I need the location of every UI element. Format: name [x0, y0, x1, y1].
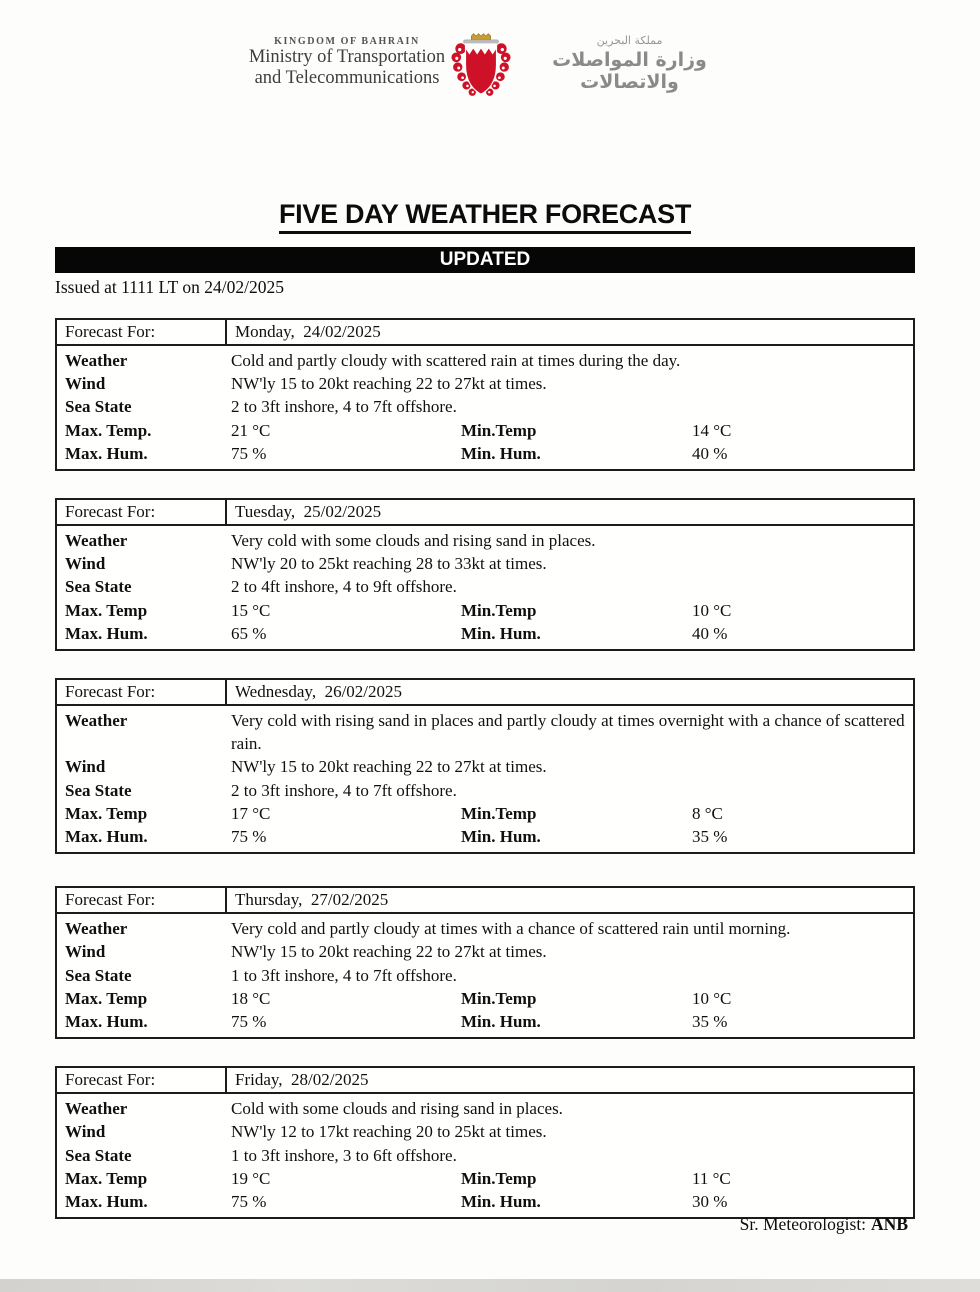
- max-hum-value: 75 %: [231, 1192, 267, 1212]
- wind-row: [57, 1120, 913, 1143]
- min-hum-label: Min. Hum.: [461, 1012, 541, 1032]
- updated-banner: UPDATED: [55, 247, 915, 273]
- wind-value: NW'ly 12 to 17kt reaching 20 to 25kt at times.: [231, 1122, 547, 1142]
- max-hum-value: 75 %: [231, 443, 267, 463]
- humidity-row: [57, 1190, 913, 1213]
- forecast-date: Wednesday, 26/02/2025: [225, 680, 913, 704]
- max-temp-label: Max. Temp: [65, 600, 148, 620]
- wind-value: NW'ly 15 to 20kt reaching 22 to 27kt at times.: [231, 757, 547, 777]
- min-temp-value: 11 °C: [692, 1168, 731, 1188]
- page-title: FIVE DAY WEATHER FORECAST: [279, 199, 691, 234]
- weather-row: [57, 917, 913, 940]
- sea-state-value: 2 to 4ft inshore, 4 to 9ft offshore.: [231, 577, 457, 597]
- weather-value: Very cold and partly cloudy at times with a chance of scattered rain until morning.: [231, 919, 791, 939]
- ministry-name-arabic: [532, 34, 727, 93]
- wind-value: NW'ly 15 to 20kt reaching 22 to 27kt at times.: [231, 942, 547, 962]
- forecast-date: Thursday, 27/02/2025: [225, 888, 913, 912]
- min-temp-label: Min.Temp: [461, 600, 537, 620]
- max-hum-value: 75 %: [231, 1012, 267, 1032]
- humidity-row: [57, 825, 913, 848]
- meteorologist-signature: [740, 1214, 908, 1235]
- wind-value: NW'ly 20 to 25kt reaching 28 to 33kt at times.: [231, 554, 547, 574]
- min-hum-value: 35 %: [692, 827, 728, 847]
- max-hum-label: Max. Hum.: [65, 827, 148, 847]
- sea-state-label: Sea State: [65, 780, 132, 800]
- max-temp-label: Max. Temp: [65, 988, 148, 1008]
- forecast-for-label: Forecast For:: [65, 890, 156, 910]
- sea-state-label: Sea State: [65, 577, 132, 597]
- wind-label: Wind: [65, 374, 106, 394]
- forecast-date: Friday, 28/02/2025: [225, 1068, 913, 1092]
- min-temp-label: Min.Temp: [461, 988, 537, 1008]
- ministry-name-english: [232, 36, 462, 89]
- sea-state-row: [57, 395, 913, 418]
- weather-row: [57, 709, 913, 755]
- max-hum-label: Max. Hum.: [65, 1012, 148, 1032]
- weather-label: Weather: [65, 919, 128, 939]
- weather-value: Cold with some clouds and rising sand in places.: [231, 1099, 563, 1119]
- kingdom-of-bahrain-label: KINGDOM OF BAHRAIN: [274, 36, 420, 47]
- min-hum-value: 35 %: [692, 1012, 728, 1032]
- min-temp-label: Min.Temp: [461, 803, 537, 823]
- sea-state-value: 2 to 3ft inshore, 4 to 7ft offshore.: [231, 397, 457, 417]
- weather-row: [57, 349, 913, 372]
- temperature-row: [57, 802, 913, 825]
- sea-state-row: [57, 1144, 913, 1167]
- weather-label: Weather: [65, 351, 128, 370]
- weather-row: [57, 1097, 913, 1120]
- bahrain-coat-of-arms-icon: [450, 30, 512, 111]
- temperature-row: [57, 987, 913, 1010]
- max-temp-label: Max. Temp.: [65, 420, 152, 440]
- forecast-for-label: Forecast For:: [65, 1070, 156, 1090]
- letterhead: [0, 24, 980, 124]
- sea-state-row: [57, 575, 913, 598]
- issued-timestamp: Issued at 1111 LT on 24/02/2025: [55, 277, 284, 297]
- min-temp-value: 10 °C: [692, 988, 732, 1008]
- forecast-date: Tuesday, 25/02/2025: [225, 500, 913, 524]
- sea-state-row: [57, 964, 913, 987]
- table-header-row: [57, 680, 913, 706]
- ministry-name-line1: Ministry of Transportation: [248, 47, 446, 67]
- meteorologist-label: Sr. Meteorologist:: [739, 1214, 867, 1234]
- max-hum-label: Max. Hum.: [65, 443, 148, 463]
- forecast-date: Monday, 24/02/2025: [225, 320, 913, 344]
- weather-label: Weather: [65, 531, 128, 551]
- sea-state-value: 2 to 3ft inshore, 4 to 7ft offshore.: [231, 780, 457, 800]
- wind-value: NW'ly 15 to 20kt reaching 22 to 27kt at times.: [231, 374, 547, 394]
- min-hum-label: Min. Hum.: [461, 443, 541, 463]
- ministry-arabic-calligraphy: وزارة المواصلات والاتصالات: [552, 49, 707, 93]
- forecast-table-monday: [55, 318, 915, 471]
- min-hum-value: 40 %: [692, 443, 728, 463]
- document-body: [55, 199, 915, 1219]
- max-temp-value: 15 °C: [231, 600, 271, 620]
- wind-label: Wind: [65, 554, 106, 574]
- humidity-row: [57, 622, 913, 645]
- table-header-row: [57, 500, 913, 526]
- wind-label: Wind: [65, 757, 106, 777]
- forecast-table-wednesday: [55, 678, 915, 854]
- max-temp-label: Max. Temp: [65, 1168, 148, 1188]
- max-hum-label: Max. Hum.: [65, 623, 148, 643]
- forecast-table-thursday: [55, 886, 915, 1039]
- forecast-for-label: Forecast For:: [65, 322, 156, 341]
- meteorologist-initials: ANB: [871, 1214, 908, 1234]
- min-hum-label: Min. Hum.: [461, 1192, 541, 1212]
- max-hum-value: 65 %: [231, 623, 267, 643]
- forecast-table-tuesday: [55, 498, 915, 651]
- table-header-row: [57, 888, 913, 914]
- max-hum-label: Max. Hum.: [65, 1192, 148, 1212]
- weather-label: Weather: [65, 711, 128, 731]
- table-header-row: [57, 1068, 913, 1094]
- min-temp-label: Min.Temp: [461, 420, 537, 440]
- weather-label: Weather: [65, 1099, 128, 1119]
- sea-state-row: [57, 779, 913, 802]
- wind-row: [57, 940, 913, 963]
- sea-state-value: 1 to 3ft inshore, 3 to 6ft offshore.: [231, 1145, 457, 1165]
- min-temp-value: 14 °C: [692, 420, 732, 440]
- wind-row: [57, 372, 913, 395]
- temperature-row: [57, 599, 913, 622]
- max-temp-label: Max. Temp: [65, 803, 148, 823]
- forecast-for-label: Forecast For:: [65, 682, 156, 702]
- min-hum-value: 40 %: [692, 623, 728, 643]
- min-temp-value: 10 °C: [692, 600, 732, 620]
- humidity-row: [57, 1010, 913, 1033]
- ministry-name-line2: and Telecommunications: [254, 68, 440, 88]
- min-hum-label: Min. Hum.: [461, 827, 541, 847]
- max-temp-value: 21 °C: [231, 420, 271, 440]
- min-hum-value: 30 %: [692, 1192, 728, 1212]
- humidity-row: [57, 442, 913, 465]
- wind-label: Wind: [65, 1122, 106, 1142]
- wind-row: [57, 552, 913, 575]
- weather-row: [57, 529, 913, 552]
- temperature-row: [57, 419, 913, 442]
- forecast-for-label: Forecast For:: [65, 502, 156, 522]
- max-hum-value: 75 %: [231, 827, 267, 847]
- weather-value: Very cold with rising sand in places and partly cloudy at times overnight with a chance of scattered rain.: [231, 711, 905, 754]
- photo-bottom-edge: [0, 1279, 980, 1292]
- temperature-row: [57, 1167, 913, 1190]
- max-temp-value: 18 °C: [231, 988, 271, 1008]
- min-temp-label: Min.Temp: [461, 1168, 537, 1188]
- max-temp-value: 19 °C: [231, 1168, 271, 1188]
- table-header-row: [57, 320, 913, 346]
- sea-state-value: 1 to 3ft inshore, 4 to 7ft offshore.: [231, 965, 457, 985]
- min-temp-value: 8 °C: [692, 803, 723, 823]
- max-temp-value: 17 °C: [231, 803, 271, 823]
- weather-value: Cold and partly cloudy with scattered rain at times during the day.: [231, 351, 681, 370]
- forecast-table-friday: [55, 1066, 915, 1219]
- min-hum-label: Min. Hum.: [461, 623, 541, 643]
- kingdom-of-bahrain-arabic-label: مملكة البحرين: [596, 34, 663, 47]
- wind-label: Wind: [65, 942, 106, 962]
- sea-state-label: Sea State: [65, 1145, 132, 1165]
- sea-state-label: Sea State: [65, 397, 132, 417]
- wind-row: [57, 755, 913, 778]
- sea-state-label: Sea State: [65, 965, 132, 985]
- weather-value: Very cold with some clouds and rising sand in places.: [231, 531, 596, 551]
